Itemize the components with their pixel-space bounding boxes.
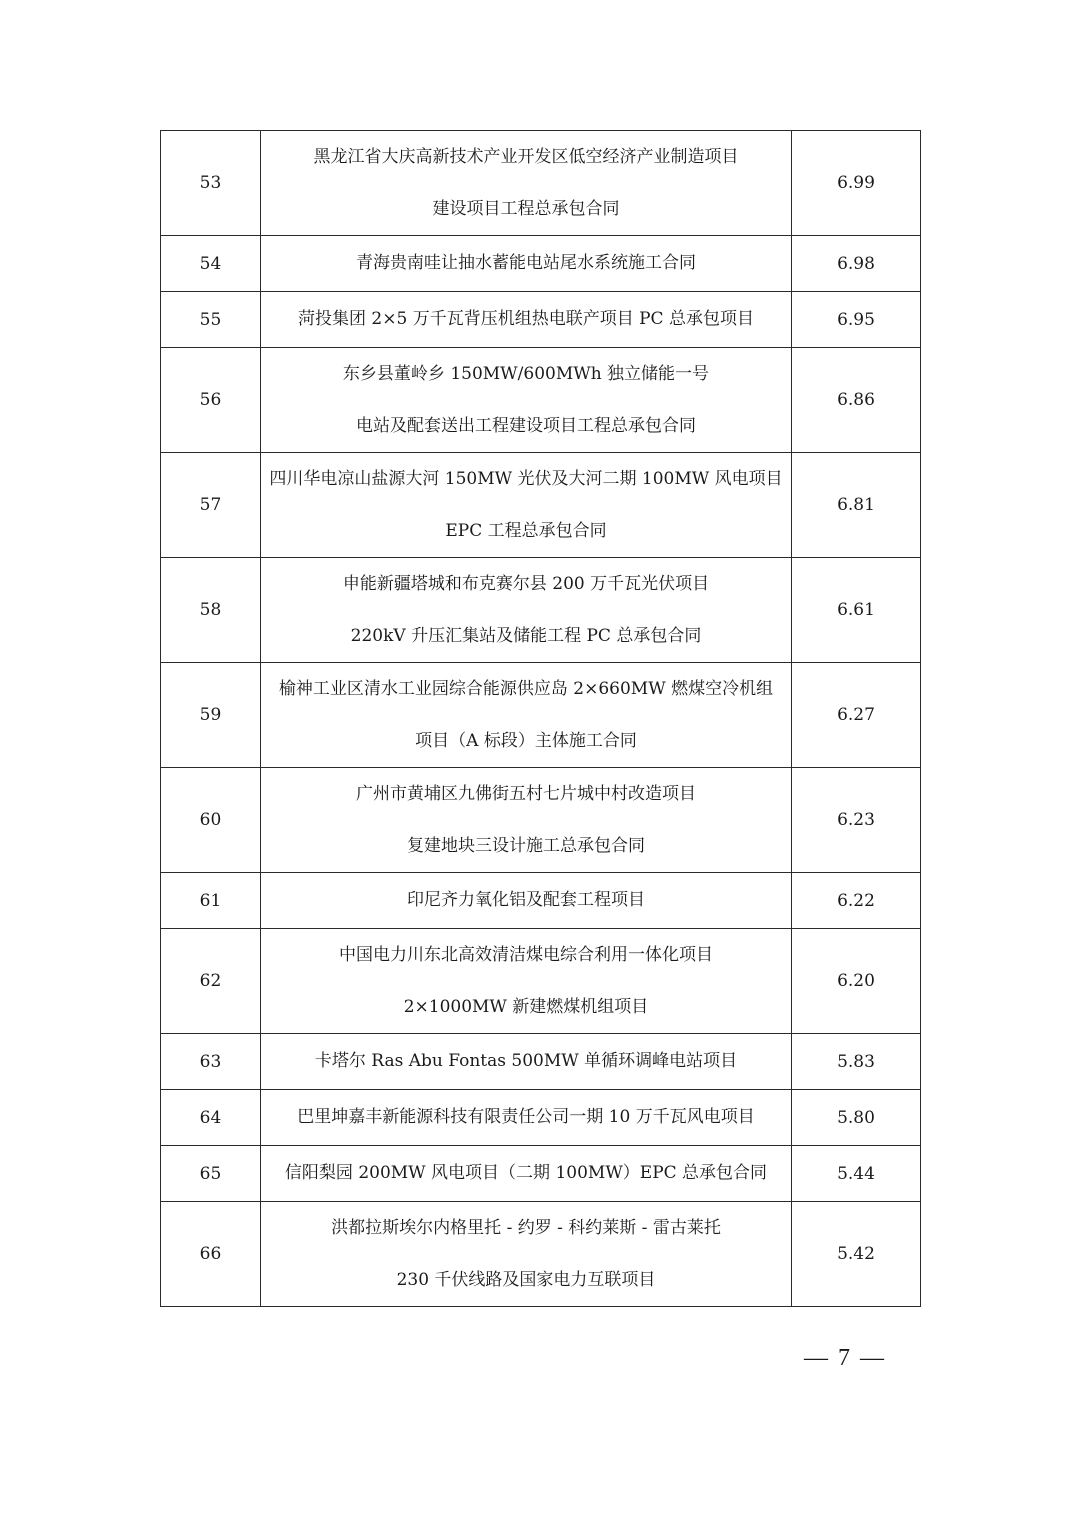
project-name-line: EPC 工程总承包合同 <box>445 521 607 541</box>
project-name-line: 青海贵南哇让抽水蓄能电站尾水系统施工合同 <box>356 253 696 273</box>
contract-value: 6.27 <box>792 663 921 768</box>
project-name <box>261 1034 792 1090</box>
project-name-line: 项目（A 标段）主体施工合同 <box>415 731 637 751</box>
row-number: 65 <box>161 1146 261 1202</box>
project-name-line: 榆神工业区清水工业园综合能源供应岛 2×660MW 燃煤空冷机组 <box>278 679 774 699</box>
project-name <box>261 768 792 873</box>
project-name-line: 卡塔尔 Ras Abu Fontas 500MW 单循环调峰电站项目 <box>314 1051 738 1071</box>
contract-value: 6.22 <box>792 873 921 929</box>
project-name-line: 申能新疆塔城和布克赛尔县 200 万千瓦光伏项目 <box>342 574 710 594</box>
table-row <box>161 1202 921 1307</box>
row-number: 60 <box>161 768 261 873</box>
project-name <box>261 236 792 292</box>
row-number: 57 <box>161 453 261 558</box>
contract-value: 6.99 <box>792 131 921 236</box>
project-name <box>261 873 792 929</box>
row-number: 59 <box>161 663 261 768</box>
contract-value: 6.23 <box>792 768 921 873</box>
project-name <box>261 1202 792 1307</box>
project-name <box>261 131 792 236</box>
project-name-line: 复建地块三设计施工总承包合同 <box>407 836 645 856</box>
row-number: 54 <box>161 236 261 292</box>
project-name <box>261 453 792 558</box>
contract-value: 6.20 <box>792 929 921 1034</box>
table-row <box>161 1146 921 1202</box>
projects-table <box>160 130 921 1307</box>
table-row <box>161 1090 921 1146</box>
row-number: 55 <box>161 292 261 348</box>
row-number: 53 <box>161 131 261 236</box>
row-number: 62 <box>161 929 261 1034</box>
table-row <box>161 348 921 453</box>
project-name-line: 菏投集团 2×5 万千瓦背压机组热电联产项目 PC 总承包项目 <box>298 309 754 329</box>
contract-value: 5.42 <box>792 1202 921 1307</box>
project-name-line: 建设项目工程总承包合同 <box>432 199 620 219</box>
contract-value: 6.61 <box>792 558 921 663</box>
table-row <box>161 1034 921 1090</box>
table-row <box>161 453 921 558</box>
project-name <box>261 348 792 453</box>
table-row <box>161 558 921 663</box>
contract-value: 6.95 <box>792 292 921 348</box>
project-name-line: 2×1000MW 新建燃煤机组项目 <box>403 997 649 1017</box>
project-name-line: 230 千伏线路及国家电力互联项目 <box>396 1270 656 1290</box>
project-name-line: 东乡县董岭乡 150MW/600MWh 独立储能一号 <box>342 364 710 384</box>
project-name <box>261 558 792 663</box>
project-name-line: 巴里坤嘉丰新能源科技有限责任公司一期 10 万千瓦风电项目 <box>297 1107 755 1127</box>
project-name-line: 电站及配套送出工程建设项目工程总承包合同 <box>356 416 696 436</box>
project-name <box>261 1090 792 1146</box>
page-number: — 7 — <box>804 1345 886 1371</box>
row-number: 64 <box>161 1090 261 1146</box>
project-name-line: 中国电力川东北高效清洁煤电综合利用一体化项目 <box>339 945 713 965</box>
contract-value: 6.98 <box>792 236 921 292</box>
project-name-line: 黑龙江省大庆高新技术产业开发区低空经济产业制造项目 <box>313 147 739 167</box>
contract-value: 6.86 <box>792 348 921 453</box>
table-row <box>161 663 921 768</box>
project-name-line: 信阳梨园 200MW 风电项目（二期 100MW）EPC 总承包合同 <box>284 1163 768 1183</box>
row-number: 63 <box>161 1034 261 1090</box>
contract-value: 5.44 <box>792 1146 921 1202</box>
project-name-line: 印尼齐力氧化铝及配套工程项目 <box>407 890 645 910</box>
project-name-line: 广州市黄埔区九佛街五村七片城中村改造项目 <box>356 784 696 804</box>
table-row <box>161 873 921 929</box>
project-name <box>261 1146 792 1202</box>
table-row <box>161 292 921 348</box>
project-name-line: 220kV 升压汇集站及储能工程 PC 总承包合同 <box>350 626 702 646</box>
table-row <box>161 929 921 1034</box>
project-name <box>261 292 792 348</box>
contract-value: 5.80 <box>792 1090 921 1146</box>
row-number: 56 <box>161 348 261 453</box>
row-number: 61 <box>161 873 261 929</box>
table-row <box>161 768 921 873</box>
row-number: 58 <box>161 558 261 663</box>
contract-value: 6.81 <box>792 453 921 558</box>
project-name-line: 洪都拉斯埃尔内格里托 - 约罗 - 科约莱斯 - 雷古莱托 <box>331 1218 721 1238</box>
project-name-line: 四川华电凉山盐源大河 150MW 光伏及大河二期 100MW 风电项目 <box>269 469 783 489</box>
table-row <box>161 131 921 236</box>
project-name <box>261 929 792 1034</box>
contract-value: 5.83 <box>792 1034 921 1090</box>
project-name <box>261 663 792 768</box>
row-number: 66 <box>161 1202 261 1307</box>
table-row <box>161 236 921 292</box>
